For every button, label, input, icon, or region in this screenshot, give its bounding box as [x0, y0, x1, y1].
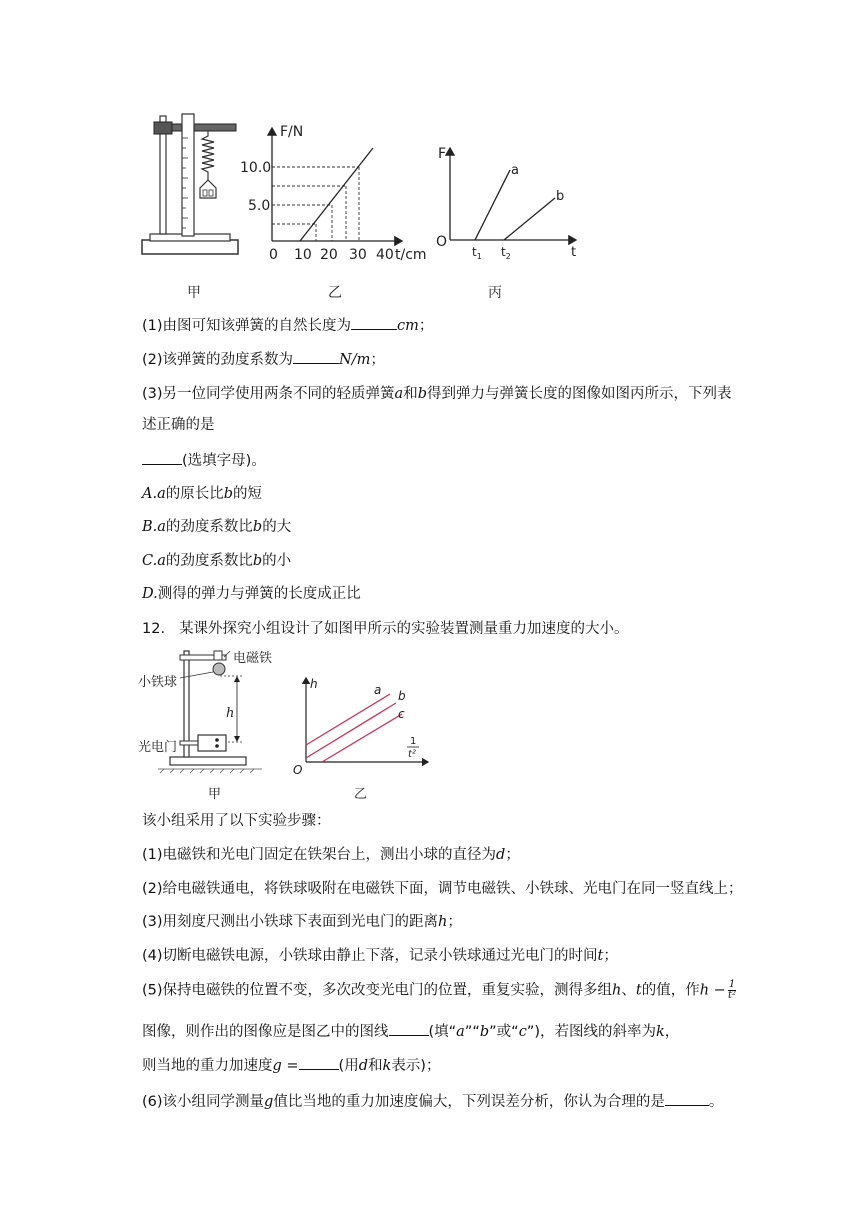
x-tick-20: 20	[320, 247, 338, 263]
caption-bing: 丙	[488, 285, 502, 301]
x-label-den: t²	[408, 749, 416, 760]
line-a-label: a	[511, 163, 519, 178]
weight	[200, 180, 216, 198]
q12-step4: (4)切断电磁铁电源，小铁球由静止下落，记录小铁球通过光电门的时间t；	[142, 948, 618, 964]
line-b-label: b	[556, 189, 565, 204]
origin-label: O	[293, 763, 303, 777]
y-axis-label: h	[310, 677, 318, 691]
line-b	[306, 703, 396, 758]
stand-base	[170, 757, 246, 765]
caption-yi: 乙	[328, 285, 342, 301]
two-springs-graph	[430, 140, 590, 266]
answer-blank[interactable]	[142, 450, 182, 465]
answer-blank[interactable]	[351, 315, 397, 330]
y-tick-10: 10.0	[240, 160, 272, 176]
q12-step5: (5)保持电磁铁的位置不变，多次改变光电门的位置，重复实验，测得多组h、t的值，作h − $\frac{1}{\text{t²}}$	[142, 979, 737, 1001]
force-length-graph	[240, 116, 430, 266]
caption-jia: 甲	[187, 285, 201, 301]
x-tick-30: 30	[349, 247, 367, 263]
answer-blank[interactable]	[293, 349, 339, 364]
h-vs-inv-t2-graph	[288, 672, 438, 782]
clamp	[154, 122, 172, 134]
spring	[202, 131, 214, 180]
y-tick-5: 5.0	[248, 198, 271, 214]
label-electromagnet: 电磁铁	[233, 651, 273, 666]
x-axis-label: t/cm	[395, 247, 427, 263]
q11-part1: (1)由图可知该弹簧的自然长度为 cm；	[142, 315, 433, 336]
caption-yi-2: 乙	[354, 787, 368, 802]
answer-blank[interactable]	[299, 1055, 339, 1070]
q12-step5-line2: 图像，则作出的图像应是图乙中的图线 (填“a”“b”或“c”)，若图线的斜率为k，	[142, 1021, 679, 1042]
spring-apparatus-figure	[138, 108, 242, 260]
x-axis-label: t	[571, 245, 577, 260]
x-label-num: 1	[410, 736, 417, 747]
q12-stem: 12. 某课外探究小组设计了如图甲所示的实验装置测量重力加速度的大小。	[142, 621, 629, 637]
y-axis-label: F/N	[280, 124, 304, 140]
line-c	[322, 714, 402, 762]
q11-part3-line2: 述正确的是	[142, 417, 215, 433]
label-iron-ball: 小铁球	[138, 675, 178, 690]
x-tick-10: 10	[294, 247, 312, 263]
option-a: A.a的原长比b的短	[142, 486, 263, 502]
answer-blank[interactable]	[389, 1021, 429, 1036]
answer-blank[interactable]	[665, 1091, 709, 1106]
option-b: B.a的劲度系数比b的大	[142, 519, 292, 535]
photogate	[198, 735, 226, 751]
electromagnet	[214, 651, 222, 660]
q12-step5-line3: 则当地的重力加速度g = (用d和k表示)；	[142, 1055, 440, 1076]
iron-ball	[213, 663, 225, 675]
t2-label: $t_2$	[501, 245, 511, 261]
line-b	[504, 198, 555, 240]
force-line	[300, 148, 373, 241]
q12-step3: (3)用刻度尺测出小铁球下表面到光电门的距离h；	[142, 914, 462, 930]
origin-label: O	[436, 234, 448, 250]
line-c-label: c	[398, 707, 405, 721]
label-h: h	[226, 706, 235, 721]
t1-label: $t_1$	[472, 245, 482, 261]
x-tick-40: 40	[376, 247, 394, 263]
q11-part3-line3: (选填字母)。	[142, 450, 266, 471]
q12-step2: (2)给电磁铁通电，将铁球吸附在电磁铁下面，调节电磁铁、小铁球、光电门在同一竖直线上；	[142, 881, 743, 897]
line-a	[475, 170, 510, 240]
fraction-1-over-t2: $\frac{1}{\text{t²}}$	[728, 979, 737, 1001]
label-photogate: 光电门	[138, 740, 178, 755]
option-d: D.测得的弹力与弹簧的长度成正比	[142, 586, 361, 602]
q11-part3: (3)另一位同学使用两条不同的轻质弹簧a和b得到弹力与弹簧长度的图像如图丙所示，下列表	[142, 386, 732, 402]
line-a-label: a	[374, 683, 382, 697]
y-axis-label: F	[438, 146, 447, 162]
option-c: C.a的劲度系数比b的小	[142, 553, 292, 569]
q11-part2: (2)该弹簧的劲度系数为 N/m；	[142, 349, 385, 370]
line-b-label: b	[398, 689, 406, 703]
q12-step1: (1)电磁铁和光电门固定在铁架台上，测出小球的直径为d；	[142, 847, 520, 863]
stand-base	[142, 240, 238, 254]
line-a	[306, 694, 390, 745]
x-tick-0: 0	[269, 247, 278, 263]
q12-step6: (6)该小组同学测量g值比当地的重力加速度偏大，下列误差分析，你认为合理的是 。	[142, 1091, 723, 1112]
caption-jia-2: 甲	[208, 787, 222, 802]
q12-intro: 该小组采用了以下实验步骤：	[142, 813, 331, 829]
